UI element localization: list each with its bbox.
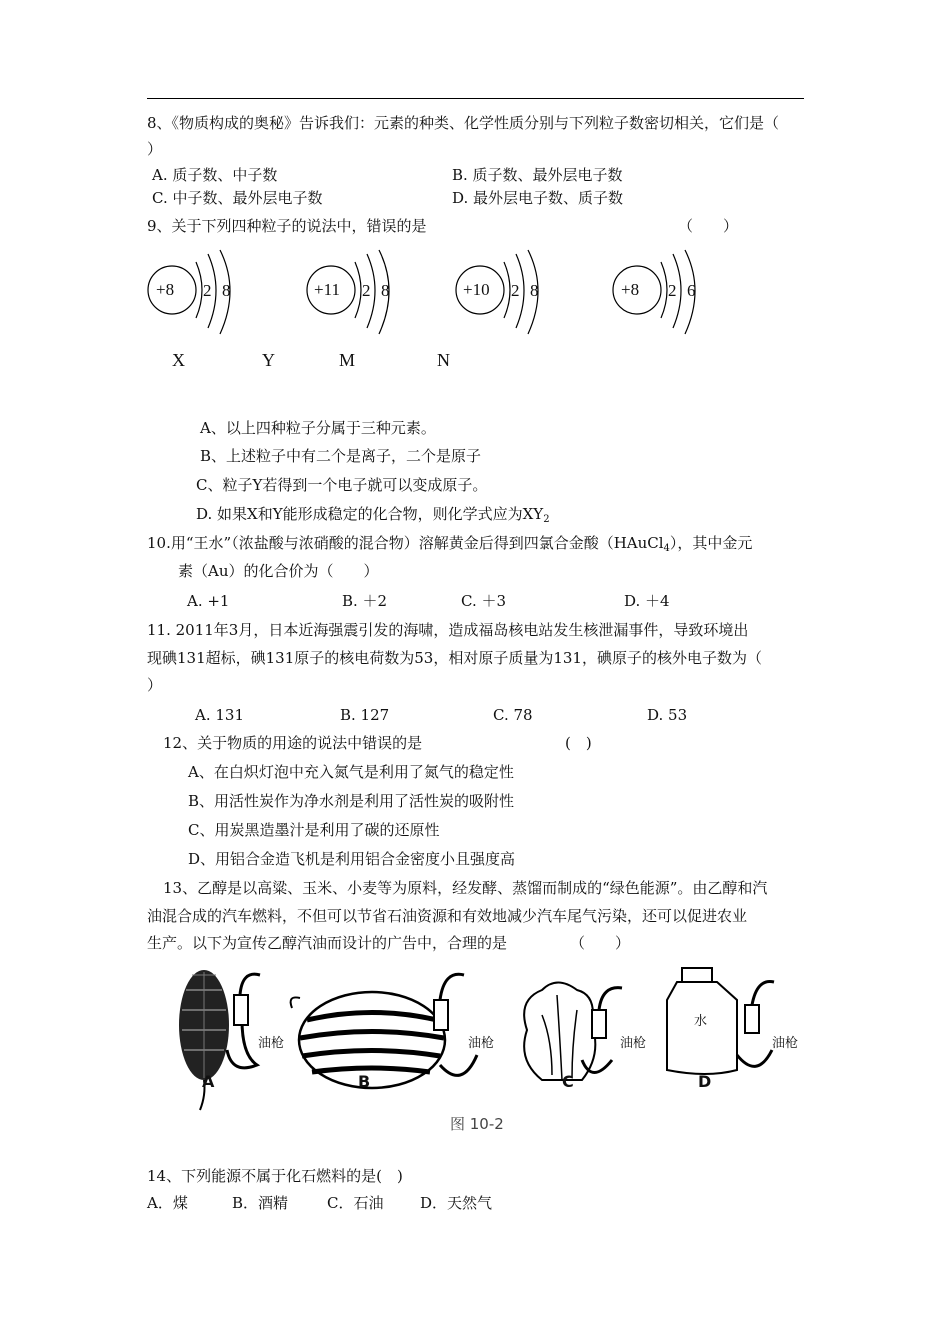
figure-letter-a[interactable]: A <box>202 1072 215 1091</box>
q9-option-a[interactable]: A、以上四种粒子分属于三种元素。 <box>200 419 436 437</box>
pump-b <box>434 974 477 1075</box>
q14-option-b[interactable]: B．酒精 <box>232 1194 289 1212</box>
q9-option-d[interactable] <box>196 501 550 533</box>
q11-option-a[interactable]: A. 131 <box>195 706 244 724</box>
q11-option-c[interactable]: C. 78 <box>493 706 533 724</box>
pump-label-d: 油枪 <box>772 1036 799 1051</box>
pump-label-b: 油枪 <box>468 1036 495 1051</box>
q10-stem-part1: 10.用“王水”（浓盐酸与浓硝酸的混合物）溶解黄金后得到四氯合金酸（HAuCl <box>147 534 664 552</box>
nucleus-charge-y: +11 <box>314 280 340 299</box>
q14-option-c[interactable]: C．石油 <box>327 1194 384 1212</box>
q12-option-d[interactable]: D、用铝合金造飞机是利用铝合金密度小且强度高 <box>188 850 516 868</box>
particle-label-m: M <box>339 350 356 370</box>
shell2-count-m: 8 <box>530 281 539 300</box>
shell2-count-x: 8 <box>222 281 231 300</box>
shell1-count-n: 2 <box>668 281 677 300</box>
nucleus-charge-x: +8 <box>156 280 175 299</box>
q9-option-c[interactable]: C、粒子Y若得到一个电子就可以变成原子。 <box>196 476 488 494</box>
water-label: 水 <box>694 1014 708 1029</box>
q12-option-b[interactable]: B、用活性炭作为净水剂是利用了活性炭的吸附性 <box>188 792 515 810</box>
q11-stem-line3: ） <box>147 676 163 694</box>
atom-diagram-m <box>456 250 556 339</box>
q12-answer-paren: ( ) <box>565 734 592 752</box>
atom-diagram-n <box>613 250 713 339</box>
particle-label-n: N <box>437 350 450 370</box>
header-rule <box>147 98 804 99</box>
nucleus-charge-n: +8 <box>621 280 640 299</box>
q14-option-a[interactable]: A．煤 <box>147 1194 188 1212</box>
nucleus-charge-m: +10 <box>463 280 490 299</box>
figure-letter-d[interactable]: D <box>698 1072 712 1091</box>
q13-stem-line3: 生产。以下为宣传乙醇汽油而设计的广告中，合理的是 <box>147 934 508 952</box>
q10-option-d[interactable]: D. ＋4 <box>624 592 670 610</box>
q14-option-d[interactable]: D．天然气 <box>420 1194 493 1212</box>
q13-stem-line2: 油混合成的汽车燃料，不但可以节省石油资源和有效地减少汽车尾气污染，还可以促进农业 <box>147 907 748 925</box>
atom-diagram-x <box>148 250 248 339</box>
atom-diagram-y <box>307 250 407 339</box>
q13-answer-paren: （ ） <box>570 934 631 952</box>
q10-stem-line2: 素（Au）的化合价为（ ） <box>178 562 379 580</box>
shell2-count-n: 6 <box>687 281 696 300</box>
shell2-count-y: 8 <box>381 281 390 300</box>
figure-caption: 图 10-2 <box>450 1115 504 1133</box>
q9-option-d-subscript: 2 <box>543 514 550 525</box>
pump-a <box>227 974 260 1068</box>
q10-option-c[interactable]: C. ＋3 <box>461 592 507 610</box>
q8-option-d[interactable]: D. 最外层电子数、质子数 <box>452 189 624 207</box>
q10-option-a[interactable]: A. +1 <box>187 592 230 610</box>
q9-option-b[interactable]: B、上述粒子中有二个是离子，二个是原子 <box>200 447 482 465</box>
shell1-count-m: 2 <box>511 281 520 300</box>
q8-option-a[interactable]: A. 质子数、中子数 <box>152 166 278 184</box>
q10-option-b[interactable]: B. ＋2 <box>342 592 388 610</box>
shell1-count-y: 2 <box>362 281 371 300</box>
q8-stem-line1: 8、《物质构成的奥秘》告诉我们：元素的种类、化学性质分别与下列粒子数密切相关，它们是（ <box>147 114 780 132</box>
q8-stem-line2: ） <box>147 140 163 158</box>
q9-option-d-text: D. 如果X和Y能形成稳定的化合物，则化学式应为XY <box>196 505 544 523</box>
q11-option-b[interactable]: B. 127 <box>340 706 390 724</box>
q13-stem-line1: 13、乙醇是以高粱、玉米、小麦等为原料，经发酵、蒸馏而制成的“绿色能源”。由乙醇和汽 <box>163 879 768 897</box>
particle-label-y: Y <box>262 350 275 370</box>
q8-option-b[interactable]: B. 质子数、最外层电子数 <box>452 166 623 184</box>
q10-stem-subscript: 4 <box>663 543 670 554</box>
pump-label-c: 油枪 <box>620 1036 647 1051</box>
q13-figure <box>172 960 812 1140</box>
q9-stem: 9、关于下列四种粒子的说法中，错误的是 <box>147 217 427 235</box>
q12-option-c[interactable]: C、用炭黑造墨汁是利用了碳的还原性 <box>188 821 440 839</box>
particle-label-x: X <box>172 350 185 370</box>
q11-stem-line1: 11. 2011年3月，日本近海强震引发的海啸，造成福岛核电站发生核泄漏事件，导致环境出 <box>147 621 749 639</box>
shell1-count-x: 2 <box>203 281 212 300</box>
q11-stem-line2: 现碘131超标，碘131原子的核电荷数为53，相对原子质量为131，碘原子的核外电子数为（ <box>147 649 762 667</box>
pump-d <box>737 981 774 1066</box>
q10-stem-part2: ），其中金元 <box>669 534 753 552</box>
q12-option-a[interactable]: A、在白炽灯泡中充入氮气是利用了氮气的稳定性 <box>188 763 514 781</box>
q11-option-d[interactable]: D. 53 <box>647 706 688 724</box>
q8-option-c[interactable]: C. 中子数、最外层电子数 <box>152 189 323 207</box>
q12-stem: 12、关于物质的用途的说法中错误的是 <box>163 734 423 752</box>
figure-letter-b[interactable]: B <box>358 1072 371 1091</box>
pump-label-a: 油枪 <box>258 1036 285 1051</box>
q9-answer-paren: （ ） <box>678 217 739 235</box>
figure-letter-c[interactable]: C <box>562 1072 574 1091</box>
q14-stem: 14、下列能源不属于化石燃料的是( ) <box>147 1167 403 1185</box>
